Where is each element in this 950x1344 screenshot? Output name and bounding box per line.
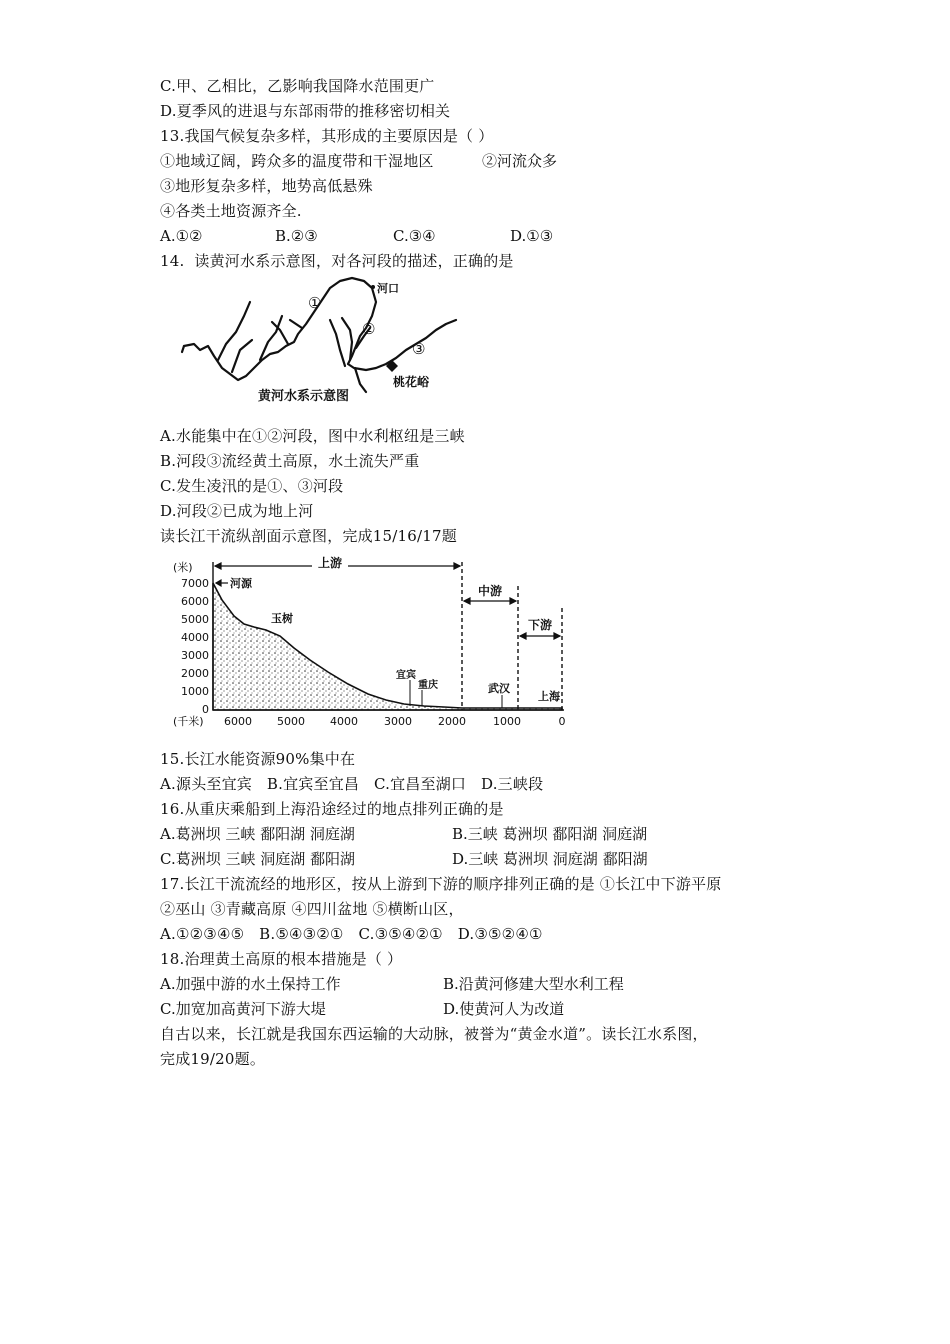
q18-stem: 18.治理黄土高原的根本措施是（ ） — [160, 950, 403, 968]
y-tick-0: 0 — [202, 703, 209, 716]
yellow-river-map — [180, 272, 480, 414]
x-tick-6000: 6000 — [224, 715, 252, 728]
map-label-3: ③ — [412, 340, 426, 358]
q17-options: A.①②③④⑤ B.⑤④③②① C.③⑤④②① D.③⑤②④① — [160, 925, 543, 943]
intro-19-20-line-2: 完成19/20题。 — [160, 1050, 266, 1068]
q12-option-d: D.夏季风的进退与东部雨带的推移密切相关 — [160, 102, 451, 120]
x-tick-3000: 3000 — [384, 715, 412, 728]
q18-option-a: A.加强中游的水土保持工作 — [160, 975, 341, 993]
intro-19-20-line-1: 自古以来，长江就是我国东西运输的大动脉，被誉为“黄金水道”。读长江水系图， — [160, 1025, 708, 1043]
x-tick-1000: 1000 — [493, 715, 521, 728]
x-unit: (千米) — [173, 715, 204, 728]
q13-stem: 13.我国气候复杂多样，其形成的主要原因是（ ） — [160, 127, 494, 145]
x-tick-4000: 4000 — [330, 715, 358, 728]
q16-option-d: D.三峡 葛洲坝 洞庭湖 鄱阳湖 — [452, 850, 648, 868]
q16-option-a: A.葛洲坝 三峡 鄱阳湖 洞庭湖 — [160, 825, 355, 843]
y-tick-1000: 1000 — [181, 685, 209, 698]
map-label-hekou: 河口 — [377, 282, 399, 295]
label-shanghai: 上海 — [538, 690, 560, 703]
q18-option-b: B.沿黄河修建大型水利工程 — [443, 975, 624, 993]
q18-option-d: D.使黄河人为改道 — [443, 1000, 565, 1018]
label-lower: 下游 — [527, 618, 553, 632]
q14-stem: 14. 读黄河水系示意图，对各河段的描述，正确的是 — [160, 252, 514, 270]
map-label-taohuayu: 桃花峪 — [393, 375, 430, 389]
q18-option-c: C.加宽加高黄河下游大堤 — [160, 1000, 326, 1018]
q13-item-3: ③地形复杂多样，地势高低悬殊 — [160, 177, 373, 195]
q16-stem: 16.从重庆乘船到上海沿途经过的地点排列正确的是 — [160, 800, 504, 818]
q13-item-1: ①地域辽阔，跨众多的温度带和干湿地区 — [160, 152, 434, 170]
label-wuhan: 武汉 — [488, 682, 510, 695]
q16-option-c: C.葛洲坝 三峡 洞庭湖 鄱阳湖 — [160, 850, 356, 868]
label-yushu: 玉树 — [271, 612, 293, 625]
yangtze-profile-diagram — [172, 550, 582, 732]
label-yibin: 宜宾 — [396, 670, 416, 681]
y-tick-5000: 5000 — [181, 613, 209, 626]
y-tick-6000: 6000 — [181, 595, 209, 608]
y-tick-2000: 2000 — [181, 667, 209, 680]
q13-item-2: ②河流众多 — [482, 152, 558, 170]
intro-15-17: 读长江干流纵剖面示意图，完成15/16/17题 — [160, 527, 457, 545]
q13-item-4: ④各类土地资源齐全. — [160, 202, 302, 220]
q17-stem-line-2: ②巫山 ③青藏高原 ④四川盆地 ⑤横断山区， — [160, 900, 464, 918]
q13-option-a: A.①② — [160, 227, 203, 245]
q12-option-c: C.甲、乙相比，乙影响我国降水范围更广 — [160, 77, 435, 95]
q15-stem: 15.长江水能资源90%集中在 — [160, 750, 356, 768]
q14-option-b: B.河段③流经黄土高原，水土流失严重 — [160, 452, 420, 470]
q15-options: A.源头至宜宾 B.宜宾至宜昌 C.宜昌至湖口 D.三峡段 — [160, 775, 544, 793]
label-middle: 中游 — [477, 584, 503, 598]
map-label-1: ① — [308, 294, 322, 312]
label-source: 河源 — [230, 577, 252, 590]
y-tick-4000: 4000 — [181, 631, 209, 644]
x-tick-5000: 5000 — [277, 715, 305, 728]
map-label-2: ② — [362, 320, 376, 338]
q14-option-c: C.发生凌汛的是①、③河段 — [160, 477, 344, 495]
x-tick-2000: 2000 — [438, 715, 466, 728]
q13-option-c: C.③④ — [393, 227, 436, 245]
q16-option-b: B.三峡 葛洲坝 鄱阳湖 洞庭湖 — [452, 825, 648, 843]
y-unit: (米) — [173, 561, 193, 574]
label-chongqing: 重庆 — [418, 680, 438, 691]
map-title: 黄河水系示意图 — [258, 389, 350, 404]
y-tick-7000: 7000 — [181, 577, 209, 590]
label-upper: 上游 — [317, 556, 343, 570]
q17-stem-line-1: 17.长江干流流经的地形区，按从上游到下游的顺序排列正确的是 ①长江中下游平原 — [160, 875, 722, 893]
y-tick-3000: 3000 — [181, 649, 209, 662]
q14-option-a: A.水能集中在①②河段，图中水利枢纽是三峡 — [160, 427, 465, 445]
q13-option-b: B.②③ — [275, 227, 318, 245]
q13-option-d: D.①③ — [510, 227, 554, 245]
q14-option-d: D.河段②已成为地上河 — [160, 502, 314, 520]
x-tick-0: 0 — [558, 715, 566, 728]
